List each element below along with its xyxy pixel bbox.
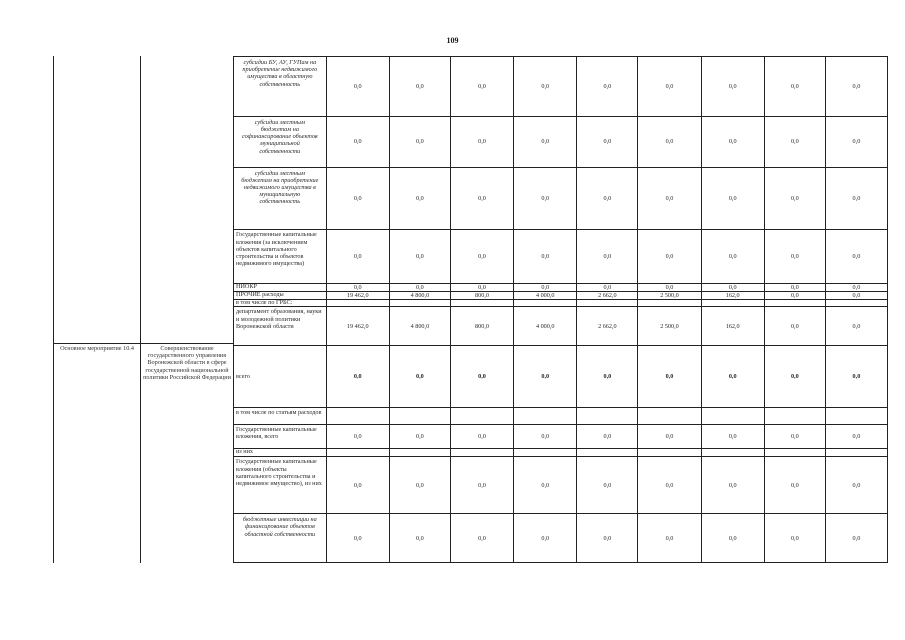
table-cell: 0,0: [701, 514, 764, 563]
table-cell: 162,0: [701, 292, 764, 300]
column-divider-1: [140, 56, 141, 563]
table-cell: 0,0: [638, 230, 701, 284]
row-label: департамент образования, науки и молодежной политики Воронежской области: [234, 307, 327, 346]
row-label: субсидии местным бюджетам на приобретение недвижимого имущества в муниципальную собственность: [234, 167, 327, 230]
table-cell: 0,0: [701, 457, 764, 514]
table-cell: 0,0: [450, 345, 513, 407]
row-label: в том числе по ГРБС:: [234, 300, 327, 307]
table-cell: [638, 407, 701, 424]
table-cell: [326, 300, 389, 307]
event-description: Совершенствование государственного управления Воронежской области в сфере государственной национальной политики Российской Федерации: [143, 345, 231, 381]
event-title: Основное мероприятие 10.4: [60, 345, 134, 352]
table-cell: 0,0: [701, 230, 764, 284]
table-cell: [514, 449, 577, 457]
table-cell: 0,0: [577, 167, 638, 230]
table-cell: 0,0: [577, 57, 638, 117]
table-cell: 0,0: [825, 425, 887, 449]
table-cell: 0,0: [701, 116, 764, 167]
event-row-separator: [53, 343, 233, 344]
table-cell: 0,0: [326, 284, 389, 292]
table-cell: 0,0: [577, 284, 638, 292]
table-cell: 4 000,0: [514, 292, 577, 300]
table-cell: 0,0: [764, 307, 825, 346]
table-cell: 0,0: [825, 116, 887, 167]
table-cell: 4 000,0: [514, 307, 577, 346]
table-cell: [450, 407, 513, 424]
table-cell: 0,0: [389, 457, 450, 514]
table-cell: 0,0: [638, 514, 701, 563]
row-label: бюджетные инвестиции на финансирование объектов областной собственности: [234, 514, 327, 563]
table-row: [234, 167, 888, 230]
row-label: в том числе по статьям расходов: [234, 407, 327, 424]
table-cell: 0,0: [389, 116, 450, 167]
table-cell: 0,0: [326, 116, 389, 167]
table-cell: 0,0: [577, 457, 638, 514]
table-cell: [450, 449, 513, 457]
table-cell: [638, 300, 701, 307]
row-label: Государственные капитальные вложения (объекты капитального строительства и недвижимое имущество), из них: [234, 457, 327, 514]
table-cell: 4 800,0: [389, 292, 450, 300]
table-cell: 0,0: [450, 284, 513, 292]
table-cell: 800,0: [450, 307, 513, 346]
table-cell: 0,0: [450, 514, 513, 563]
table-row: [234, 292, 888, 300]
row-label: ПРОЧИЕ расходы: [234, 292, 327, 300]
table-cell: 0,0: [638, 116, 701, 167]
table-cell: [577, 449, 638, 457]
table-cell: 0,0: [638, 425, 701, 449]
table-cell: 0,0: [764, 57, 825, 117]
table-cell: [701, 300, 764, 307]
table-cell: [638, 449, 701, 457]
table-cell: 0,0: [389, 167, 450, 230]
page-number: 109: [446, 36, 459, 45]
table-cell: 0,0: [764, 425, 825, 449]
table-cell: 19 462,0: [326, 307, 389, 346]
table-cell: 0,0: [701, 345, 764, 407]
left-border-line: [53, 56, 54, 563]
table-cell: [577, 407, 638, 424]
table-row: [234, 514, 888, 563]
table-cell: 0,0: [764, 230, 825, 284]
table-cell: 0,0: [389, 230, 450, 284]
table-cell: 0,0: [701, 284, 764, 292]
table-cell: [389, 300, 450, 307]
table-cell: 0,0: [825, 292, 887, 300]
table-cell: 0,0: [326, 57, 389, 117]
table-cell: [825, 407, 887, 424]
row-label: субсидии местным бюджетам на софинансирование объектов муниципальной собственности: [234, 116, 327, 167]
table-row: [234, 345, 888, 407]
table-cell: 0,0: [638, 345, 701, 407]
table-cell: 0,0: [326, 457, 389, 514]
table-cell: 0,0: [577, 514, 638, 563]
table-cell: 0,0: [825, 167, 887, 230]
table-cell: [701, 407, 764, 424]
table-row: [234, 307, 888, 346]
table-cell: 0,0: [450, 116, 513, 167]
table-cell: 800,0: [450, 292, 513, 300]
table-cell: [389, 449, 450, 457]
table-cell: 0,0: [764, 167, 825, 230]
table-cell: [701, 449, 764, 457]
table-cell: 0,0: [825, 307, 887, 346]
table-cell: 0,0: [577, 345, 638, 407]
table-cell: 0,0: [514, 425, 577, 449]
table-cell: 0,0: [638, 457, 701, 514]
table-cell: 0,0: [577, 230, 638, 284]
table-cell: 0,0: [638, 167, 701, 230]
table-cell: 0,0: [326, 514, 389, 563]
table-cell: [764, 407, 825, 424]
table-cell: [577, 300, 638, 307]
table-cell: 162,0: [701, 307, 764, 346]
budget-table: [233, 56, 888, 563]
table-cell: 0,0: [450, 425, 513, 449]
table-cell: 0,0: [514, 284, 577, 292]
table-cell: 0,0: [764, 457, 825, 514]
table-cell: 0,0: [701, 425, 764, 449]
table-cell: 19 462,0: [326, 292, 389, 300]
table-cell: [450, 300, 513, 307]
table-cell: 2 662,0: [577, 307, 638, 346]
table-cell: 0,0: [326, 230, 389, 284]
table-cell: 0,0: [764, 345, 825, 407]
row-label: всего: [234, 345, 327, 407]
table-cell: 0,0: [825, 345, 887, 407]
table-cell: 0,0: [389, 425, 450, 449]
table-cell: 0,0: [825, 457, 887, 514]
table-cell: 0,0: [450, 167, 513, 230]
table-cell: [764, 449, 825, 457]
table-cell: 0,0: [825, 230, 887, 284]
table-cell: 0,0: [514, 457, 577, 514]
table-cell: 0,0: [514, 514, 577, 563]
table-cell: [326, 407, 389, 424]
table-cell: 0,0: [450, 230, 513, 284]
table-row: [234, 449, 888, 457]
table-row: [234, 300, 888, 307]
table-cell: 0,0: [638, 57, 701, 117]
table-cell: 2 662,0: [577, 292, 638, 300]
table-row: [234, 284, 888, 292]
table-cell: 0,0: [764, 284, 825, 292]
table-cell: 0,0: [825, 57, 887, 117]
table-cell: 0,0: [577, 425, 638, 449]
table-cell: 0,0: [514, 57, 577, 117]
table-cell: [764, 300, 825, 307]
table-cell: 0,0: [450, 457, 513, 514]
row-label: из них: [234, 449, 327, 457]
table-cell: 0,0: [389, 345, 450, 407]
table-cell: 0,0: [514, 230, 577, 284]
table-cell: 2 500,0: [638, 307, 701, 346]
row-label: НИОКР: [234, 284, 327, 292]
table-cell: 0,0: [326, 425, 389, 449]
row-label: субсидии БУ, АУ, ГУПам на приобретение недвижимого имущества в областную собственность: [234, 57, 327, 117]
table-cell: 0,0: [450, 57, 513, 117]
table-cell: 0,0: [389, 57, 450, 117]
table-cell: 2 500,0: [638, 292, 701, 300]
table-cell: 0,0: [326, 167, 389, 230]
table-cell: 0,0: [389, 284, 450, 292]
table-row: [234, 425, 888, 449]
table-cell: 0,0: [514, 116, 577, 167]
table-row: [234, 230, 888, 284]
table-cell: [514, 407, 577, 424]
table-row: [234, 57, 888, 117]
table-cell: 0,0: [825, 284, 887, 292]
table-row: [234, 407, 888, 424]
table-row: [234, 457, 888, 514]
table-cell: [825, 449, 887, 457]
table-cell: [326, 449, 389, 457]
table-cell: [514, 300, 577, 307]
table-cell: 0,0: [638, 284, 701, 292]
table-cell: [825, 300, 887, 307]
table-cell: 0,0: [326, 345, 389, 407]
table-cell: [389, 407, 450, 424]
table-row: [234, 116, 888, 167]
table-cell: 0,0: [577, 116, 638, 167]
table-cell: 0,0: [389, 514, 450, 563]
table-cell: 0,0: [764, 116, 825, 167]
table-cell: 0,0: [514, 167, 577, 230]
table-cell: 0,0: [825, 514, 887, 563]
table-cell: 0,0: [764, 514, 825, 563]
table-cell: 0,0: [764, 292, 825, 300]
table-cell: 0,0: [514, 345, 577, 407]
row-label: Государственные капитальные вложения (за исключением объектов капитального строительства и объектов недвижимого имущества): [234, 230, 327, 284]
table-cell: 0,0: [701, 57, 764, 117]
table-cell: 0,0: [701, 167, 764, 230]
row-label: Государственные капитальные вложения, всего: [234, 425, 327, 449]
table-cell: 4 800,0: [389, 307, 450, 346]
